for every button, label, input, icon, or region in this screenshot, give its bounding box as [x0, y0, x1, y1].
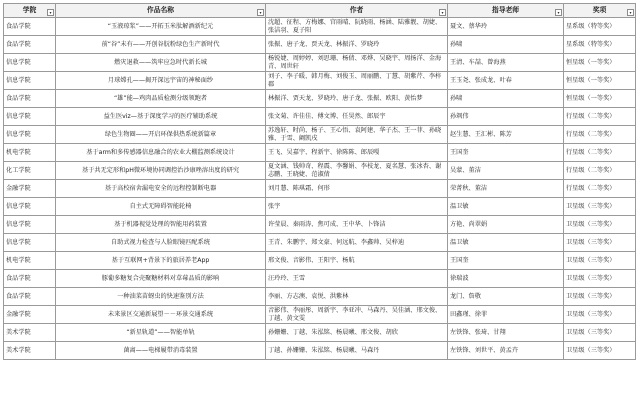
header-advisors-label: 指导老师 [491, 5, 520, 14]
cell-authors[interactable]: 王飞、吴嘉宇、程新宇、徐陈陈、郎辰嘎 [266, 144, 448, 162]
cell-authors[interactable]: 张宇 [266, 198, 448, 216]
table-row [4, 324, 636, 342]
cell-advisors[interactable]: 温卫敏 [448, 234, 564, 252]
cell-award[interactable]: 行星级（二等奖） [564, 162, 636, 180]
cell-work[interactable]: 菌离——电梯履带消毒装置 [56, 342, 266, 360]
cell-school[interactable]: 金融学院 [4, 306, 56, 324]
cell-work[interactable]: 基于互联网+背景下的旅居养老App [56, 252, 266, 270]
cell-work[interactable]: 燃灾退救——筑牢应急时代新长城 [56, 54, 266, 72]
cell-advisors[interactable]: 温卫敏 [448, 198, 564, 216]
cell-award[interactable]: 卫星级（三等奖） [564, 342, 636, 360]
cell-school[interactable]: 机电学院 [4, 144, 56, 162]
cell-work[interactable]: “玉液琼浆”——开拓玉米肽解酒新纪元 [56, 18, 266, 36]
table-row [4, 252, 636, 270]
cell-award[interactable]: 星系级（特等奖） [564, 18, 636, 36]
cell-award[interactable]: 恒星级（一等奖） [564, 72, 636, 90]
cell-advisors[interactable]: 聂文、蔡华玲 [448, 18, 564, 36]
cell-authors[interactable]: 音影伟、李丽彤、周新宇、李亚冲、马森丹、吴佳涵、邢文俊、丁越、黄文雯 [266, 306, 448, 324]
table-row [4, 288, 636, 306]
cell-school[interactable]: 信息学院 [4, 198, 56, 216]
cell-school[interactable]: 食品学院 [4, 270, 56, 288]
table-row [4, 162, 636, 180]
cell-award[interactable]: 卫星级（三等奖） [564, 216, 636, 234]
table-row [4, 54, 636, 72]
cell-award[interactable]: 卫星级（三等奖） [564, 234, 636, 252]
cell-work[interactable]: 基于机器视觉处理的智能用药装置 [56, 216, 266, 234]
cell-advisors[interactable]: 左铁锋、刘世平、黄孟卉 [448, 342, 564, 360]
table-row [4, 342, 636, 360]
cell-authors[interactable]: 沈超、征程、方梅娜、宫雨晴、阮晓雨、杨涵、陆雅靓、胡婕、张洁羽、夏子阳 [266, 18, 448, 36]
cell-school[interactable]: 信息学院 [4, 72, 56, 90]
table-row [4, 216, 636, 234]
cell-school[interactable]: 食品学院 [4, 18, 56, 36]
cell-advisors[interactable]: 孙啸 [448, 90, 564, 108]
cell-advisors[interactable]: 田鑫瑾、徐菲 [448, 306, 564, 324]
cell-award[interactable]: 恒星级（一等奖） [564, 54, 636, 72]
cell-authors[interactable]: 许莹晨、秦雨涛、焦可成、王中华、卜锋洁 [266, 216, 448, 234]
cell-authors[interactable]: 刘子、李子暖、韩月梅、刘俊玉、周丽鹏、丁慧、胡紫芹、李梓郡 [266, 72, 448, 90]
cell-school[interactable]: 金融学院 [4, 180, 56, 198]
cell-school[interactable]: 信息学院 [4, 54, 56, 72]
cell-award[interactable]: 卫星级（三等奖） [564, 324, 636, 342]
dropdown-filter-icon[interactable]: ▾ [47, 9, 54, 16]
header-advisors[interactable] [448, 4, 564, 18]
header-work-label: 作品名称 [146, 5, 175, 14]
cell-authors[interactable]: 丁越、孙姗姗、朱泓铭、杨晨曦、马森丹 [266, 342, 448, 360]
cell-authors[interactable]: 张文菊、许佳佳、傅文博、任昊然、郎辰宇 [266, 108, 448, 126]
dropdown-filter-icon[interactable]: ▾ [555, 9, 562, 16]
table-row [4, 270, 636, 288]
table-row [4, 36, 636, 54]
cell-work[interactable]: 月球嫦孔——揭开深远宇宙的神秘面纱 [56, 72, 266, 90]
cell-school[interactable]: 化工学院 [4, 162, 56, 180]
cell-authors[interactable]: 汪玲玲、王雪 [266, 270, 448, 288]
cell-authors[interactable]: 苏逸轩、时尚、杨子、王心悟、袁阿建、华子杰、王一菲、孙晓雅、于雪、阚凯戌 [266, 126, 448, 144]
cell-work[interactable]: 自助式视力检查与人脸眼镜匹配系统 [56, 234, 266, 252]
table-row [4, 306, 636, 324]
header-award[interactable] [564, 4, 636, 18]
cell-award[interactable]: 卫星级（三等奖） [564, 198, 636, 216]
cell-school[interactable]: 信息学院 [4, 108, 56, 126]
cell-award[interactable]: 行星级（二等奖） [564, 126, 636, 144]
table-row [4, 234, 636, 252]
table-row [4, 198, 636, 216]
cell-school[interactable]: 信息学院 [4, 234, 56, 252]
cell-award[interactable]: 卫星级（三等奖） [564, 288, 636, 306]
table-row [4, 126, 636, 144]
table-row [4, 72, 636, 90]
cell-advisors[interactable]: 赵生慧、王汇彬、陈芳 [448, 126, 564, 144]
cell-work[interactable]: 自主式无障碍智能轮椅 [56, 198, 266, 216]
cell-work[interactable]: 基于arm和多传感器信息融合的农业大棚监测系统设计 [56, 144, 266, 162]
cell-advisors[interactable]: 王玉尧、张成龙、叶春 [448, 72, 564, 90]
cell-authors[interactable]: 夏文涵、钱帅奇、程震、李馨娟、李枝龙、夏名慧、张冰杏、谢志鹏、王晓婕、范淑倩 [266, 162, 448, 180]
cell-work[interactable]: 基于共无定形和pH微环境协同调控治沙康唑溶出度的研究 [56, 162, 266, 180]
awards-table [3, 3, 636, 360]
cell-work[interactable]: “雄”能—鸡肉品质检测分级领跑者 [56, 90, 266, 108]
cell-school[interactable]: 食品学院 [4, 36, 56, 54]
cell-authors[interactable]: 张振、唐子龙、贾天龙、林振洋、罗晓玲 [266, 36, 448, 54]
cell-award[interactable]: 星系级（特等奖） [564, 36, 636, 54]
cell-school[interactable]: 食品学院 [4, 90, 56, 108]
cell-advisors[interactable]: 龙门、詹敬 [448, 288, 564, 306]
cell-advisors[interactable]: 王国奎 [448, 144, 564, 162]
cell-work[interactable]: 前“谷”未有——开创谷朊粉绿色生产新时代 [56, 36, 266, 54]
header-row [4, 4, 636, 18]
cell-work[interactable]: “新星轨道”——智能单轨 [56, 324, 266, 342]
cell-authors[interactable]: 邢文俊、音影伟、王阳宇、杨航 [266, 252, 448, 270]
cell-advisors[interactable]: 方艳、尚翠娟 [448, 216, 564, 234]
cell-award[interactable]: 卫星级（三等奖） [564, 270, 636, 288]
cell-work[interactable]: 豚葡多糖复合壳聚糖材料对草莓品质的影响 [56, 270, 266, 288]
cell-work[interactable]: 基于高校宿舍漏电安全的远程控制断电器 [56, 180, 266, 198]
cell-authors[interactable]: 林振洋、贾天龙、罗晓玲、唐子龙、张振、欧阳、黄怡梦 [266, 90, 448, 108]
table-row [4, 180, 636, 198]
header-school[interactable] [4, 4, 56, 18]
dropdown-filter-icon[interactable]: ▾ [257, 9, 264, 16]
cell-work[interactable]: 未来景区交通新展望－－环景交通系统 [56, 306, 266, 324]
cell-award[interactable]: 行星级（二等奖） [564, 108, 636, 126]
header-award-label: 奖项 [592, 5, 607, 14]
cell-award[interactable]: 卫星级（三等奖） [564, 306, 636, 324]
cell-school[interactable]: 信息学院 [4, 216, 56, 234]
cell-award[interactable]: 卫星级（三等奖） [564, 252, 636, 270]
cell-advisors[interactable]: 孙飒伟 [448, 108, 564, 126]
cell-award[interactable]: 行星级（二等奖） [564, 180, 636, 198]
cell-advisors[interactable]: 左铁锋、张琦、甘翔 [448, 324, 564, 342]
cell-school[interactable]: 美术学院 [4, 342, 56, 360]
cell-work[interactable]: 益生医viz—基于深度学习的医疗辅助系统 [56, 108, 266, 126]
table-row [4, 108, 636, 126]
cell-authors[interactable]: 刘月慧、陈琪霜、何形 [266, 180, 448, 198]
cell-advisors[interactable]: 徐瑞波 [448, 270, 564, 288]
table-body [4, 18, 636, 360]
dropdown-filter-icon[interactable]: ▾ [439, 9, 446, 16]
cell-authors[interactable]: 李丽、方志澳、袁悦、洪紫林 [266, 288, 448, 306]
cell-award[interactable]: 行星级（二等奖） [564, 144, 636, 162]
table-row [4, 144, 636, 162]
cell-authors[interactable]: 杨锐婕、周婷婷、刘思珊、杨倩、邓烨、吴晓宇、周扬洋、金海青、周世轩 [266, 54, 448, 72]
cell-advisors[interactable]: 荣菁秋、董洁 [448, 180, 564, 198]
cell-advisors[interactable]: 王清、车喆、曾海燕 [448, 54, 564, 72]
cell-school[interactable]: 美术学院 [4, 324, 56, 342]
header-authors[interactable] [266, 4, 448, 18]
cell-work[interactable]: 一种油菜苗蚜虫的快速鉴别方法 [56, 288, 266, 306]
cell-advisors[interactable]: 孙啸 [448, 36, 564, 54]
cell-school[interactable]: 食品学院 [4, 288, 56, 306]
table-row [4, 90, 636, 108]
cell-award[interactable]: 恒星级（一等奖） [564, 90, 636, 108]
header-school-label: 学院 [22, 5, 37, 14]
header-work[interactable] [56, 4, 266, 18]
cell-authors[interactable]: 王青、朱鹏宇、郑文豪、何远航、李鑫帅、吴梓迪 [266, 234, 448, 252]
cell-school[interactable]: 信息学院 [4, 126, 56, 144]
cell-school[interactable]: 机电学院 [4, 252, 56, 270]
cell-work[interactable]: 绿色生物圈——开启环保供热系统新篇章 [56, 126, 266, 144]
header-authors-label: 作者 [349, 5, 364, 14]
cell-advisors[interactable]: 吴蒙、董洁 [448, 162, 564, 180]
table-row [4, 18, 636, 36]
cell-advisors[interactable]: 王国奎 [448, 252, 564, 270]
cell-authors[interactable]: 孙姗姗、丁越、朱泓铭、杨晨曦、邢文俊、胡欣 [266, 324, 448, 342]
dropdown-filter-icon[interactable]: ▾ [627, 9, 634, 16]
